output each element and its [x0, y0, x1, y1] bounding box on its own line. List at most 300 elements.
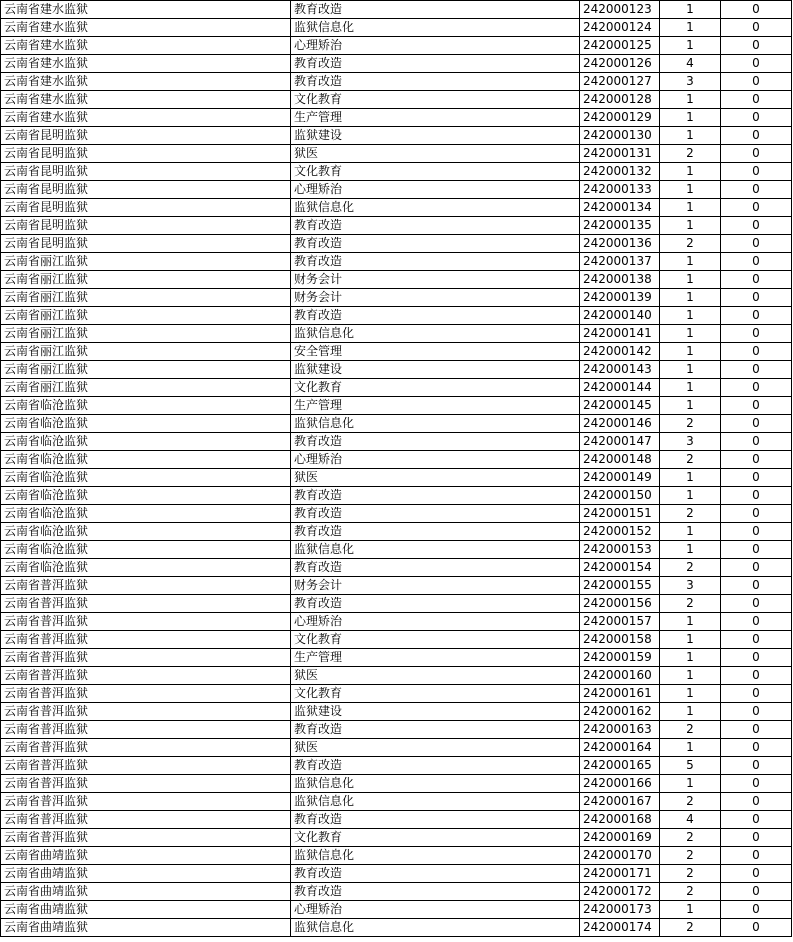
table-row: [1, 109, 792, 127]
position-cell[interactable]: 教育改造: [291, 811, 580, 829]
position-cell[interactable]: 狱医: [291, 469, 580, 487]
extra-value-cell[interactable]: 0: [721, 289, 792, 307]
position-cell[interactable]: 文化教育: [291, 163, 580, 181]
position-cell[interactable]: 监狱信息化: [291, 415, 580, 433]
position-cell[interactable]: 财务会计: [291, 271, 580, 289]
extra-value-cell[interactable]: 0: [721, 253, 792, 271]
unit-cell[interactable]: 云南省普洱监狱: [1, 811, 291, 829]
unit-cell[interactable]: 云南省建水监狱: [1, 109, 291, 127]
extra-value-cell[interactable]: 0: [721, 469, 792, 487]
position-code-cell[interactable]: 242000127: [580, 73, 660, 91]
position-code-cell[interactable]: 242000165: [580, 757, 660, 775]
extra-value-cell[interactable]: 0: [721, 109, 792, 127]
position-code-cell[interactable]: 242000142: [580, 343, 660, 361]
unit-cell[interactable]: 云南省昆明监狱: [1, 163, 291, 181]
hire-count-cell[interactable]: 2: [660, 145, 721, 163]
extra-value-cell[interactable]: 0: [721, 433, 792, 451]
position-cell[interactable]: 文化教育: [291, 379, 580, 397]
extra-value-cell[interactable]: 0: [721, 757, 792, 775]
position-code-cell[interactable]: 242000137: [580, 253, 660, 271]
unit-cell[interactable]: 云南省丽江监狱: [1, 343, 291, 361]
extra-value-cell[interactable]: 0: [721, 703, 792, 721]
hire-count-cell[interactable]: 1: [660, 19, 721, 37]
position-cell[interactable]: 教育改造: [291, 595, 580, 613]
extra-value-cell[interactable]: 0: [721, 181, 792, 199]
position-code-cell[interactable]: 242000130: [580, 127, 660, 145]
extra-value-cell[interactable]: 0: [721, 217, 792, 235]
extra-value-cell[interactable]: 0: [721, 541, 792, 559]
position-code-cell[interactable]: 242000150: [580, 487, 660, 505]
position-code-cell[interactable]: 242000155: [580, 577, 660, 595]
hire-count-cell[interactable]: 2: [660, 829, 721, 847]
table-row: [1, 847, 792, 865]
unit-cell[interactable]: 云南省丽江监狱: [1, 289, 291, 307]
extra-value-cell[interactable]: 0: [721, 739, 792, 757]
position-code-cell[interactable]: 242000174: [580, 919, 660, 937]
hire-count-cell[interactable]: 1: [660, 325, 721, 343]
position-code-cell[interactable]: 242000156: [580, 595, 660, 613]
table-row: [1, 901, 792, 919]
extra-value-cell[interactable]: 0: [721, 559, 792, 577]
hire-count-cell[interactable]: 2: [660, 847, 721, 865]
unit-cell[interactable]: 云南省临沧监狱: [1, 487, 291, 505]
unit-cell[interactable]: 云南省昆明监狱: [1, 217, 291, 235]
position-cell[interactable]: 生产管理: [291, 397, 580, 415]
position-code-cell[interactable]: 242000143: [580, 361, 660, 379]
hire-count-cell[interactable]: 1: [660, 343, 721, 361]
position-cell[interactable]: 教育改造: [291, 487, 580, 505]
unit-cell[interactable]: 云南省普洱监狱: [1, 685, 291, 703]
table-row: [1, 883, 792, 901]
unit-cell[interactable]: 云南省普洱监狱: [1, 577, 291, 595]
hire-count-cell[interactable]: 1: [660, 685, 721, 703]
table-row: [1, 235, 792, 253]
extra-value-cell[interactable]: 0: [721, 883, 792, 901]
table-row: [1, 649, 792, 667]
position-code-cell[interactable]: 242000136: [580, 235, 660, 253]
extra-value-cell[interactable]: 0: [721, 235, 792, 253]
position-cell[interactable]: 生产管理: [291, 109, 580, 127]
position-cell[interactable]: 教育改造: [291, 235, 580, 253]
table-row: [1, 73, 792, 91]
extra-value-cell[interactable]: 0: [721, 91, 792, 109]
unit-cell[interactable]: 云南省建水监狱: [1, 73, 291, 91]
unit-cell[interactable]: 云南省普洱监狱: [1, 757, 291, 775]
position-code-cell[interactable]: 242000170: [580, 847, 660, 865]
position-code-cell[interactable]: 242000162: [580, 703, 660, 721]
unit-cell[interactable]: 云南省普洱监狱: [1, 649, 291, 667]
position-cell[interactable]: 教育改造: [291, 253, 580, 271]
position-code-cell[interactable]: 242000169: [580, 829, 660, 847]
position-code-cell[interactable]: 242000168: [580, 811, 660, 829]
unit-cell[interactable]: 云南省临沧监狱: [1, 451, 291, 469]
position-code-cell[interactable]: 242000173: [580, 901, 660, 919]
position-code-cell[interactable]: 242000146: [580, 415, 660, 433]
extra-value-cell[interactable]: 0: [721, 793, 792, 811]
hire-count-cell[interactable]: 1: [660, 163, 721, 181]
unit-cell[interactable]: 云南省临沧监狱: [1, 523, 291, 541]
unit-cell[interactable]: 云南省丽江监狱: [1, 325, 291, 343]
position-code-cell[interactable]: 242000126: [580, 55, 660, 73]
position-cell[interactable]: 监狱信息化: [291, 541, 580, 559]
hire-count-cell[interactable]: 1: [660, 613, 721, 631]
position-code-cell[interactable]: 242000161: [580, 685, 660, 703]
position-code-cell[interactable]: 242000166: [580, 775, 660, 793]
unit-cell[interactable]: 云南省曲靖监狱: [1, 901, 291, 919]
unit-cell[interactable]: 云南省临沧监狱: [1, 433, 291, 451]
unit-cell[interactable]: 云南省丽江监狱: [1, 253, 291, 271]
table-body: [1, 1, 792, 937]
extra-value-cell[interactable]: 0: [721, 667, 792, 685]
extra-value-cell[interactable]: 0: [721, 325, 792, 343]
hire-count-cell[interactable]: 1: [660, 37, 721, 55]
unit-cell[interactable]: 云南省昆明监狱: [1, 199, 291, 217]
table-row: [1, 631, 792, 649]
position-cell[interactable]: 监狱信息化: [291, 325, 580, 343]
position-code-cell[interactable]: 242000164: [580, 739, 660, 757]
hire-count-cell[interactable]: 4: [660, 55, 721, 73]
extra-value-cell[interactable]: 0: [721, 127, 792, 145]
table-row: [1, 703, 792, 721]
hire-count-cell[interactable]: 1: [660, 667, 721, 685]
unit-cell[interactable]: 云南省建水监狱: [1, 19, 291, 37]
hire-count-cell[interactable]: 2: [660, 595, 721, 613]
table-row: [1, 451, 792, 469]
position-code-cell[interactable]: 242000139: [580, 289, 660, 307]
table-row: [1, 793, 792, 811]
position-cell[interactable]: 狱医: [291, 145, 580, 163]
position-code-cell[interactable]: 242000149: [580, 469, 660, 487]
position-code-cell[interactable]: 242000160: [580, 667, 660, 685]
hire-count-cell[interactable]: 2: [660, 559, 721, 577]
unit-cell[interactable]: 云南省丽江监狱: [1, 361, 291, 379]
unit-cell[interactable]: 云南省曲靖监狱: [1, 919, 291, 937]
position-code-cell[interactable]: 242000131: [580, 145, 660, 163]
table-row: [1, 487, 792, 505]
hire-count-cell[interactable]: 2: [660, 919, 721, 937]
hire-count-cell[interactable]: 1: [660, 775, 721, 793]
hire-count-cell[interactable]: 1: [660, 487, 721, 505]
position-cell[interactable]: 文化教育: [291, 91, 580, 109]
extra-value-cell[interactable]: 0: [721, 73, 792, 91]
position-cell[interactable]: 监狱建设: [291, 127, 580, 145]
unit-cell[interactable]: 云南省建水监狱: [1, 91, 291, 109]
extra-value-cell[interactable]: 0: [721, 811, 792, 829]
extra-value-cell[interactable]: 0: [721, 829, 792, 847]
hire-count-cell[interactable]: 1: [660, 127, 721, 145]
table-row: [1, 55, 792, 73]
hire-count-cell[interactable]: 1: [660, 379, 721, 397]
position-cell[interactable]: 狱医: [291, 739, 580, 757]
table-row: [1, 181, 792, 199]
position-code-cell[interactable]: 242000141: [580, 325, 660, 343]
extra-value-cell[interactable]: 0: [721, 577, 792, 595]
position-code-cell[interactable]: 242000134: [580, 199, 660, 217]
table-row: [1, 721, 792, 739]
hire-count-cell[interactable]: 1: [660, 289, 721, 307]
hire-count-cell[interactable]: 1: [660, 271, 721, 289]
hire-count-cell[interactable]: 1: [660, 703, 721, 721]
unit-cell[interactable]: 云南省普洱监狱: [1, 631, 291, 649]
position-code-cell[interactable]: 242000153: [580, 541, 660, 559]
hire-count-cell[interactable]: 3: [660, 73, 721, 91]
table-row: [1, 37, 792, 55]
extra-value-cell[interactable]: 0: [721, 343, 792, 361]
hire-count-cell[interactable]: 2: [660, 883, 721, 901]
table-row: [1, 19, 792, 37]
position-cell[interactable]: 心理矫治: [291, 613, 580, 631]
position-cell[interactable]: 教育改造: [291, 433, 580, 451]
extra-value-cell[interactable]: 0: [721, 595, 792, 613]
table-row: [1, 505, 792, 523]
unit-cell[interactable]: 云南省曲靖监狱: [1, 847, 291, 865]
hire-count-cell[interactable]: 2: [660, 235, 721, 253]
hire-count-cell[interactable]: 1: [660, 91, 721, 109]
unit-cell[interactable]: 云南省丽江监狱: [1, 307, 291, 325]
unit-cell[interactable]: 云南省普洱监狱: [1, 667, 291, 685]
hire-count-cell[interactable]: 1: [660, 397, 721, 415]
position-cell[interactable]: 教育改造: [291, 73, 580, 91]
position-cell[interactable]: 教育改造: [291, 721, 580, 739]
extra-value-cell[interactable]: 0: [721, 379, 792, 397]
position-cell[interactable]: 监狱信息化: [291, 847, 580, 865]
position-cell[interactable]: 监狱信息化: [291, 919, 580, 937]
hire-count-cell[interactable]: 1: [660, 649, 721, 667]
position-code-cell[interactable]: 242000157: [580, 613, 660, 631]
position-cell[interactable]: 监狱信息化: [291, 775, 580, 793]
hire-count-cell[interactable]: 1: [660, 217, 721, 235]
hire-count-cell[interactable]: 2: [660, 415, 721, 433]
unit-cell[interactable]: 云南省临沧监狱: [1, 559, 291, 577]
position-code-cell[interactable]: 242000124: [580, 19, 660, 37]
position-code-cell[interactable]: 242000171: [580, 865, 660, 883]
position-cell[interactable]: 教育改造: [291, 217, 580, 235]
position-code-cell[interactable]: 242000129: [580, 109, 660, 127]
unit-cell[interactable]: 云南省普洱监狱: [1, 703, 291, 721]
position-cell[interactable]: 教育改造: [291, 757, 580, 775]
extra-value-cell[interactable]: 0: [721, 397, 792, 415]
table-row: [1, 361, 792, 379]
table-row: [1, 415, 792, 433]
position-cell[interactable]: 教育改造: [291, 883, 580, 901]
hire-count-cell[interactable]: 1: [660, 199, 721, 217]
unit-cell[interactable]: 云南省普洱监狱: [1, 595, 291, 613]
position-code-cell[interactable]: 242000140: [580, 307, 660, 325]
unit-cell[interactable]: 云南省普洱监狱: [1, 793, 291, 811]
unit-cell[interactable]: 云南省建水监狱: [1, 37, 291, 55]
position-cell[interactable]: 教育改造: [291, 1, 580, 19]
unit-cell[interactable]: 云南省曲靖监狱: [1, 865, 291, 883]
hire-count-cell[interactable]: 1: [660, 361, 721, 379]
hire-count-cell[interactable]: 1: [660, 1, 721, 19]
unit-cell[interactable]: 云南省普洱监狱: [1, 739, 291, 757]
position-cell[interactable]: 教育改造: [291, 523, 580, 541]
position-cell[interactable]: 教育改造: [291, 307, 580, 325]
position-code-cell[interactable]: 242000147: [580, 433, 660, 451]
position-code-cell[interactable]: 242000159: [580, 649, 660, 667]
extra-value-cell[interactable]: 0: [721, 631, 792, 649]
extra-value-cell[interactable]: 0: [721, 1, 792, 19]
extra-value-cell[interactable]: 0: [721, 37, 792, 55]
position-cell[interactable]: 心理矫治: [291, 451, 580, 469]
extra-value-cell[interactable]: 0: [721, 487, 792, 505]
position-cell[interactable]: 财务会计: [291, 289, 580, 307]
position-code-cell[interactable]: 242000152: [580, 523, 660, 541]
position-cell[interactable]: 狱医: [291, 667, 580, 685]
extra-value-cell[interactable]: 0: [721, 307, 792, 325]
table-row: [1, 739, 792, 757]
hire-count-cell[interactable]: 4: [660, 811, 721, 829]
unit-cell[interactable]: 云南省丽江监狱: [1, 271, 291, 289]
hire-count-cell[interactable]: 1: [660, 469, 721, 487]
unit-cell[interactable]: 云南省临沧监狱: [1, 397, 291, 415]
extra-value-cell[interactable]: 0: [721, 19, 792, 37]
hire-count-cell[interactable]: 1: [660, 631, 721, 649]
unit-cell[interactable]: 云南省建水监狱: [1, 1, 291, 19]
unit-cell[interactable]: 云南省建水监狱: [1, 55, 291, 73]
position-cell[interactable]: 教育改造: [291, 55, 580, 73]
unit-cell[interactable]: 云南省昆明监狱: [1, 127, 291, 145]
unit-cell[interactable]: 云南省普洱监狱: [1, 613, 291, 631]
position-cell[interactable]: 财务会计: [291, 577, 580, 595]
unit-cell[interactable]: 云南省临沧监狱: [1, 469, 291, 487]
extra-value-cell[interactable]: 0: [721, 145, 792, 163]
position-cell[interactable]: 监狱信息化: [291, 199, 580, 217]
position-code-cell[interactable]: 242000154: [580, 559, 660, 577]
table-row: [1, 217, 792, 235]
table-row: [1, 163, 792, 181]
extra-value-cell[interactable]: 0: [721, 199, 792, 217]
hire-count-cell[interactable]: 2: [660, 793, 721, 811]
hire-count-cell[interactable]: 3: [660, 433, 721, 451]
extra-value-cell[interactable]: 0: [721, 919, 792, 937]
table-row: [1, 379, 792, 397]
position-cell[interactable]: 文化教育: [291, 829, 580, 847]
extra-value-cell[interactable]: 0: [721, 361, 792, 379]
position-code-cell[interactable]: 242000145: [580, 397, 660, 415]
position-code-cell[interactable]: 242000138: [580, 271, 660, 289]
table-row: [1, 91, 792, 109]
position-code-cell[interactable]: 242000144: [580, 379, 660, 397]
unit-cell[interactable]: 云南省普洱监狱: [1, 721, 291, 739]
table-row: [1, 433, 792, 451]
position-code-cell[interactable]: 242000163: [580, 721, 660, 739]
position-cell[interactable]: 心理矫治: [291, 181, 580, 199]
position-code-cell[interactable]: 242000128: [580, 91, 660, 109]
hire-count-cell[interactable]: 2: [660, 505, 721, 523]
hire-count-cell[interactable]: 2: [660, 451, 721, 469]
position-code-cell[interactable]: 242000167: [580, 793, 660, 811]
unit-cell[interactable]: 云南省临沧监狱: [1, 541, 291, 559]
table-row: [1, 145, 792, 163]
extra-value-cell[interactable]: 0: [721, 523, 792, 541]
table-row: [1, 469, 792, 487]
position-code-cell[interactable]: 242000172: [580, 883, 660, 901]
position-cell[interactable]: 教育改造: [291, 559, 580, 577]
extra-value-cell[interactable]: 0: [721, 613, 792, 631]
position-code-cell[interactable]: 242000132: [580, 163, 660, 181]
position-cell[interactable]: 监狱信息化: [291, 19, 580, 37]
table-row: [1, 541, 792, 559]
position-cell[interactable]: 生产管理: [291, 649, 580, 667]
hire-count-cell[interactable]: 1: [660, 109, 721, 127]
position-cell[interactable]: 教育改造: [291, 865, 580, 883]
position-code-cell[interactable]: 242000133: [580, 181, 660, 199]
position-code-cell[interactable]: 242000158: [580, 631, 660, 649]
hire-count-cell[interactable]: 1: [660, 253, 721, 271]
position-code-cell[interactable]: 242000123: [580, 1, 660, 19]
position-cell[interactable]: 教育改造: [291, 505, 580, 523]
table-row: [1, 685, 792, 703]
position-cell[interactable]: 安全管理: [291, 343, 580, 361]
extra-value-cell[interactable]: 0: [721, 451, 792, 469]
extra-value-cell[interactable]: 0: [721, 505, 792, 523]
unit-cell[interactable]: 云南省丽江监狱: [1, 379, 291, 397]
extra-value-cell[interactable]: 0: [721, 415, 792, 433]
unit-cell[interactable]: 云南省临沧监狱: [1, 505, 291, 523]
extra-value-cell[interactable]: 0: [721, 847, 792, 865]
extra-value-cell[interactable]: 0: [721, 649, 792, 667]
table-row: [1, 253, 792, 271]
hire-count-cell[interactable]: 1: [660, 307, 721, 325]
unit-cell[interactable]: 云南省昆明监狱: [1, 145, 291, 163]
extra-value-cell[interactable]: 0: [721, 55, 792, 73]
position-code-cell[interactable]: 242000148: [580, 451, 660, 469]
unit-cell[interactable]: 云南省昆明监狱: [1, 235, 291, 253]
position-cell[interactable]: 心理矫治: [291, 37, 580, 55]
position-cell[interactable]: 文化教育: [291, 631, 580, 649]
position-cell[interactable]: 文化教育: [291, 685, 580, 703]
unit-cell[interactable]: 云南省临沧监狱: [1, 415, 291, 433]
position-code-cell[interactable]: 242000125: [580, 37, 660, 55]
hire-count-cell[interactable]: 1: [660, 739, 721, 757]
extra-value-cell[interactable]: 0: [721, 775, 792, 793]
unit-cell[interactable]: 云南省普洱监狱: [1, 775, 291, 793]
table-row: [1, 595, 792, 613]
position-code-cell[interactable]: 242000151: [580, 505, 660, 523]
hire-count-cell[interactable]: 3: [660, 577, 721, 595]
position-code-cell[interactable]: 242000135: [580, 217, 660, 235]
extra-value-cell[interactable]: 0: [721, 163, 792, 181]
hire-count-cell[interactable]: 2: [660, 865, 721, 883]
extra-value-cell[interactable]: 0: [721, 721, 792, 739]
position-cell[interactable]: 监狱信息化: [291, 793, 580, 811]
table-row: [1, 577, 792, 595]
table-row: [1, 325, 792, 343]
extra-value-cell[interactable]: 0: [721, 901, 792, 919]
position-cell[interactable]: 监狱建设: [291, 361, 580, 379]
extra-value-cell[interactable]: 0: [721, 865, 792, 883]
table-row: [1, 829, 792, 847]
hire-count-cell[interactable]: 5: [660, 757, 721, 775]
position-cell[interactable]: 监狱建设: [291, 703, 580, 721]
extra-value-cell[interactable]: 0: [721, 271, 792, 289]
hire-count-cell[interactable]: 1: [660, 901, 721, 919]
unit-cell[interactable]: 云南省曲靖监狱: [1, 883, 291, 901]
table-row: [1, 289, 792, 307]
table-row: [1, 1, 792, 19]
unit-cell[interactable]: 云南省普洱监狱: [1, 829, 291, 847]
hire-count-cell[interactable]: 1: [660, 181, 721, 199]
table-row: [1, 667, 792, 685]
position-cell[interactable]: 心理矫治: [291, 901, 580, 919]
table-row: [1, 199, 792, 217]
unit-cell[interactable]: 云南省昆明监狱: [1, 181, 291, 199]
hire-count-cell[interactable]: 1: [660, 541, 721, 559]
hire-count-cell[interactable]: 1: [660, 523, 721, 541]
extra-value-cell[interactable]: 0: [721, 685, 792, 703]
hire-count-cell[interactable]: 2: [660, 721, 721, 739]
